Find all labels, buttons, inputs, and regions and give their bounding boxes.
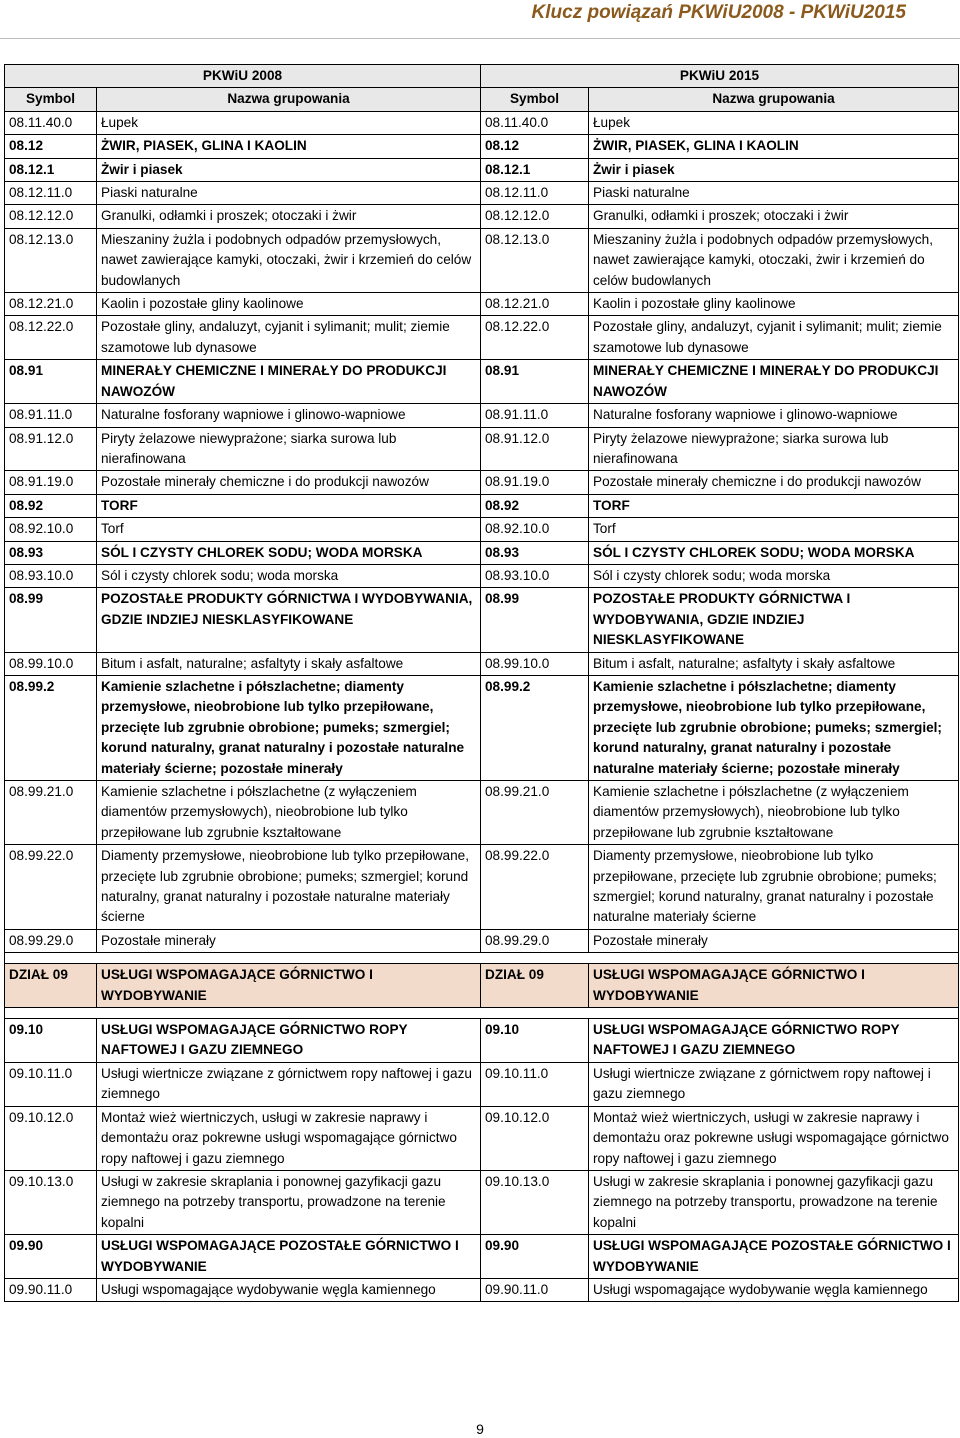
table-row [5,494,959,517]
header-divider [0,38,960,39]
name-2015-cell: Usługi w zakresie skraplania i ponownej gazyfikacji gazu ziemnego na potrzeby transportu, prowadzone na terenie kopalni [589,1170,959,1234]
symbol-2008-cell: 08.12 [5,135,97,158]
section-row [5,964,959,1008]
table-row [5,1062,959,1106]
symbol-2008-cell: 08.99.22.0 [5,845,97,930]
table-row [5,111,959,134]
symbol-2015-cell: 08.91.11.0 [481,404,589,427]
symbol-2008-cell: 09.10 [5,1019,97,1063]
name-2008-cell: USŁUGI WSPOMAGAJĄCE POZOSTAŁE GÓRNICTWO I WYDOBYWANIE [97,1235,481,1279]
symbol-2008-cell: 09.90 [5,1235,97,1279]
symbol-2015-cell: 08.12 [481,135,589,158]
name-2015-cell: Żwir i piasek [589,158,959,181]
symbol-2008-cell: 08.99.2 [5,675,97,780]
name-2015-cell: POZOSTAŁE PRODUKTY GÓRNICTWA I WYDOBYWANIA, GDZIE INDZIEJ NIESKLASYFIKOWANE [589,588,959,652]
table-row [5,1235,959,1279]
symbol-2008-cell: 08.12.1 [5,158,97,181]
table-row [5,781,959,845]
table-row [5,518,959,541]
name-2008-cell: ŻWIR, PIASEK, GLINA I KAOLIN [97,135,481,158]
table-row [5,675,959,780]
symbol-2008-cell: 08.92 [5,494,97,517]
name-2008-cell: Kamienie szlachetne i półszlachetne; diamenty przemysłowe, nieobrobione lub tylko przepiłowane, przecięte lub zgrubnie obrobione; pumeks; szmergiel; korund naturalny, granat naturalny i pozostałe naturalne materiały ścierne; pozostałe minerały [97,675,481,780]
name-2008-cell: Diamenty przemysłowe, nieobrobione lub tylko przepiłowane, przecięte lub zgrubnie obrobione; pumeks; szmergiel; korund naturalny, granat naturalny i pozostałe naturalne materiały ścierne [97,845,481,930]
symbol-2008-cell: 08.12.22.0 [5,316,97,360]
symbol-2008-cell: 08.92.10.0 [5,518,97,541]
symbol-2008-cell: 08.12.21.0 [5,293,97,316]
name-2008-cell: USŁUGI WSPOMAGAJĄCE GÓRNICTWO I WYDOBYWANIE [97,964,481,1008]
name-2015-cell: SÓL I CZYSTY CHLOREK SODU; WODA MORSKA [589,541,959,564]
name-2008-cell: Usługi wiertnicze związane z górnictwem ropy naftowej i gazu ziemnego [97,1062,481,1106]
table-row [5,845,959,930]
table-row [5,1170,959,1234]
table-row [5,652,959,675]
name-2015-cell: Naturalne fosforany wapniowe i glinowo-wapniowe [589,404,959,427]
symbol-2015-cell: DZIAŁ 09 [481,964,589,1008]
name-2015-cell: Piryty żelazowe niewyprażone; siarka surowa lub nierafinowana [589,427,959,471]
symbol-2015-cell: 08.99 [481,588,589,652]
name-2015-cell: Łupek [589,111,959,134]
table-row [5,564,959,587]
table-row [5,929,959,952]
symbol-2015-cell: 08.99.21.0 [481,781,589,845]
symbol-2015-cell: 08.93.10.0 [481,564,589,587]
symbol-2015-cell: 09.10.13.0 [481,1170,589,1234]
symbol-2015-cell: 08.92.10.0 [481,518,589,541]
name-2008-cell: Żwir i piasek [97,158,481,181]
symbol-2008-cell: 09.90.11.0 [5,1278,97,1301]
column-header-name-2008: Nazwa grupowania [97,88,481,111]
symbol-2015-cell: 08.99.22.0 [481,845,589,930]
table-body [5,111,959,1302]
symbol-2008-cell: 08.91 [5,360,97,404]
table-row [5,541,959,564]
symbol-2008-cell: 09.10.11.0 [5,1062,97,1106]
document-header-title: Klucz powiązań PKWiU2008 - PKWiU2015 [531,2,906,23]
symbol-2015-cell: 08.12.22.0 [481,316,589,360]
table-row [5,228,959,292]
symbol-2008-cell: 08.99.21.0 [5,781,97,845]
name-2008-cell: Piryty żelazowe niewyprażone; siarka surowa lub nierafinowana [97,427,481,471]
symbol-2008-cell: 08.11.40.0 [5,111,97,134]
table-row [5,471,959,494]
table-row [5,1106,959,1170]
name-2015-cell: Pozostałe gliny, andaluzyt, cyjanit i sylimanit; mulit; ziemie szamotowe lub dynasowe [589,316,959,360]
name-2015-cell: Kamienie szlachetne i półszlachetne (z wyłączeniem diamentów przemysłowych), nieobrobione lub tylko przepiłowane lub zgrubnie kształtowane [589,781,959,845]
name-2015-cell: USŁUGI WSPOMAGAJĄCE POZOSTAŁE GÓRNICTWO I WYDOBYWANIE [589,1235,959,1279]
symbol-2015-cell: 08.99.2 [481,675,589,780]
symbol-2015-cell: 08.92 [481,494,589,517]
symbol-2015-cell: 08.91.12.0 [481,427,589,471]
symbol-2015-cell: 08.11.40.0 [481,111,589,134]
column-header-row [5,88,959,111]
name-2015-cell: USŁUGI WSPOMAGAJĄCE GÓRNICTWO I WYDOBYWANIE [589,964,959,1008]
symbol-2015-cell: 09.10.12.0 [481,1106,589,1170]
name-2015-cell: MINERAŁY CHEMICZNE I MINERAŁY DO PRODUKCJI NAWOZÓW [589,360,959,404]
name-2008-cell: Piaski naturalne [97,182,481,205]
symbol-2015-cell: 08.91.19.0 [481,471,589,494]
table-separator-row [5,1008,959,1019]
symbol-2015-cell: 08.12.1 [481,158,589,181]
name-2015-cell: Pozostałe minerały chemiczne i do produkcji nawozów [589,471,959,494]
name-2015-cell: ŻWIR, PIASEK, GLINA I KAOLIN [589,135,959,158]
name-2008-cell: Mieszaniny żużla i podobnych odpadów przemysłowych, nawet zawierające kamyki, otoczaki, żwir i krzemień do celów budowlanych [97,228,481,292]
column-header-name-2015: Nazwa grupowania [589,88,959,111]
classification-key-table [4,64,959,1302]
name-2008-cell: Usługi w zakresie skraplania i ponownej gazyfikacji gazu ziemnego na potrzeby transportu, prowadzone na terenie kopalni [97,1170,481,1234]
table-row [5,404,959,427]
table-row [5,135,959,158]
column-header-symbol-2008: Symbol [5,88,97,111]
name-2015-cell: Kamienie szlachetne i półszlachetne; diamenty przemysłowe, nieobrobione lub tylko przepiłowane, przecięte lub zgrubnie obrobione; pumeks; szmergiel; korund naturalny, granat naturalny i pozostałe naturalne materiały ścierne; pozostałe minerały [589,675,959,780]
symbol-2015-cell: 08.12.21.0 [481,293,589,316]
symbol-2015-cell: 09.10 [481,1019,589,1063]
symbol-2008-cell: 08.12.11.0 [5,182,97,205]
symbol-2015-cell: 09.10.11.0 [481,1062,589,1106]
group-header-row [5,65,959,88]
symbol-2008-cell: 09.10.13.0 [5,1170,97,1234]
name-2008-cell: Kaolin i pozostałe gliny kaolinowe [97,293,481,316]
name-2008-cell: SÓL I CZYSTY CHLOREK SODU; WODA MORSKA [97,541,481,564]
symbol-2015-cell: 09.90.11.0 [481,1278,589,1301]
symbol-2008-cell: 08.91.19.0 [5,471,97,494]
symbol-2008-cell: 08.91.11.0 [5,404,97,427]
name-2015-cell: Sól i czysty chlorek sodu; woda morska [589,564,959,587]
symbol-2015-cell: 08.12.13.0 [481,228,589,292]
table-row [5,205,959,228]
symbol-2008-cell: 08.99.29.0 [5,929,97,952]
name-2015-cell: Usługi wspomagające wydobywanie węgla kamiennego [589,1278,959,1301]
symbol-2015-cell: 08.12.12.0 [481,205,589,228]
table-row [5,360,959,404]
symbol-2015-cell: 09.90 [481,1235,589,1279]
column-header-symbol-2015: Symbol [481,88,589,111]
symbol-2008-cell: DZIAŁ 09 [5,964,97,1008]
name-2015-cell: USŁUGI WSPOMAGAJĄCE GÓRNICTWO ROPY NAFTOWEJ I GAZU ZIEMNEGO [589,1019,959,1063]
group-header-pkwiu-2015: PKWiU 2015 [481,65,959,88]
name-2008-cell: Usługi wspomagające wydobywanie węgla kamiennego [97,1278,481,1301]
name-2008-cell: POZOSTAŁE PRODUKTY GÓRNICTWA I WYDOBYWANIA, GDZIE INDZIEJ NIESKLASYFIKOWANE [97,588,481,652]
name-2015-cell: Montaż wież wiertniczych, usługi w zakresie naprawy i demontażu oraz pokrewne usługi wspomagające górnictwo ropy naftowej i gazu ziemnego [589,1106,959,1170]
table-row [5,427,959,471]
name-2015-cell: Usługi wiertnicze związane z górnictwem ropy naftowej i gazu ziemnego [589,1062,959,1106]
symbol-2008-cell: 08.99.10.0 [5,652,97,675]
table-row [5,588,959,652]
name-2008-cell: Sól i czysty chlorek sodu; woda morska [97,564,481,587]
table-separator-row [5,953,959,964]
name-2008-cell: Pozostałe minerały [97,929,481,952]
name-2015-cell: Mieszaniny żużla i podobnych odpadów przemysłowych, nawet zawierające kamyki, otoczaki, żwir i krzemień do celów budowlanych [589,228,959,292]
name-2015-cell: Torf [589,518,959,541]
name-2008-cell: Bitum i asfalt, naturalne; asfaltyty i skały asfaltowe [97,652,481,675]
symbol-2008-cell: 08.91.12.0 [5,427,97,471]
table-row [5,1278,959,1301]
table-row [5,182,959,205]
table-row [5,316,959,360]
table-row [5,293,959,316]
name-2008-cell: MINERAŁY CHEMICZNE I MINERAŁY DO PRODUKCJI NAWOZÓW [97,360,481,404]
name-2008-cell: Montaż wież wiertniczych, usługi w zakresie naprawy i demontażu oraz pokrewne usługi wspomagające górnictwo ropy naftowej i gazu ziemnego [97,1106,481,1170]
symbol-2015-cell: 08.99.10.0 [481,652,589,675]
page-number: 9 [476,1421,484,1437]
name-2008-cell: TORF [97,494,481,517]
name-2015-cell: Granulki, odłamki i proszek; otoczaki i żwir [589,205,959,228]
separator-cell [5,1008,959,1019]
name-2015-cell: Pozostałe minerały [589,929,959,952]
symbol-2008-cell: 08.93 [5,541,97,564]
separator-cell [5,953,959,964]
table-row [5,1019,959,1063]
name-2008-cell: Pozostałe minerały chemiczne i do produkcji nawozów [97,471,481,494]
symbol-2015-cell: 08.91 [481,360,589,404]
symbol-2008-cell: 08.99 [5,588,97,652]
symbol-2008-cell: 08.12.13.0 [5,228,97,292]
name-2015-cell: Kaolin i pozostałe gliny kaolinowe [589,293,959,316]
name-2008-cell: Naturalne fosforany wapniowe i glinowo-wapniowe [97,404,481,427]
name-2008-cell: Torf [97,518,481,541]
symbol-2008-cell: 09.10.12.0 [5,1106,97,1170]
name-2008-cell: Pozostałe gliny, andaluzyt, cyjanit i sylimanit; mulit; ziemie szamotowe lub dynasowe [97,316,481,360]
name-2015-cell: TORF [589,494,959,517]
name-2008-cell: Granulki, odłamki i proszek; otoczaki i żwir [97,205,481,228]
symbol-2008-cell: 08.93.10.0 [5,564,97,587]
symbol-2008-cell: 08.12.12.0 [5,205,97,228]
name-2008-cell: USŁUGI WSPOMAGAJĄCE GÓRNICTWO ROPY NAFTOWEJ I GAZU ZIEMNEGO [97,1019,481,1063]
symbol-2015-cell: 08.93 [481,541,589,564]
name-2008-cell: Kamienie szlachetne i półszlachetne (z wyłączeniem diamentów przemysłowych), nieobrobione lub tylko przepiłowane lub zgrubnie kształtowane [97,781,481,845]
name-2015-cell: Bitum i asfalt, naturalne; asfaltyty i skały asfaltowe [589,652,959,675]
table-row [5,158,959,181]
name-2015-cell: Piaski naturalne [589,182,959,205]
group-header-pkwiu-2008: PKWiU 2008 [5,65,481,88]
symbol-2015-cell: 08.99.29.0 [481,929,589,952]
symbol-2015-cell: 08.12.11.0 [481,182,589,205]
name-2015-cell: Diamenty przemysłowe, nieobrobione lub tylko przepiłowane, przecięte lub zgrubnie obrobione; pumeks; szmergiel; korund naturalny, granat naturalny i pozostałe naturalne materiały ścierne [589,845,959,930]
classification-key-table-container [4,64,958,1302]
name-2008-cell: Łupek [97,111,481,134]
